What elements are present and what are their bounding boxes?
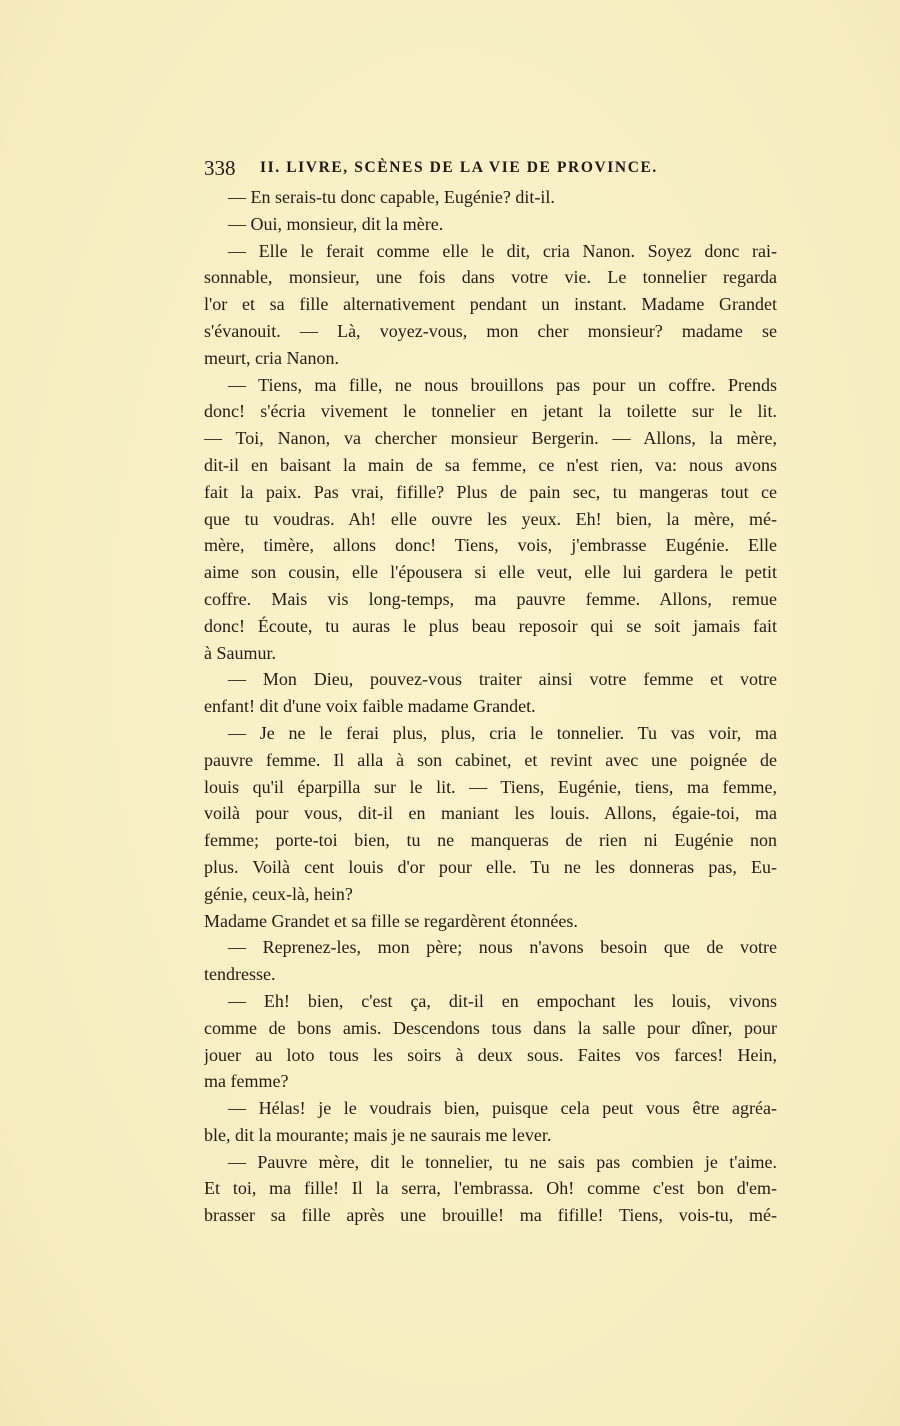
text-line: enfant! dit d'une voix faible madame Grandet. xyxy=(204,696,536,717)
text-line: donc! s'écria vivement le tonnelier en jetant la toilette sur le lit. xyxy=(204,401,777,422)
text-line: Madame Grandet et sa fille se regardèrent étonnées. xyxy=(204,910,578,931)
text-line: ble, dit la mourante; mais je ne saurais me lever. xyxy=(204,1124,552,1145)
text-line: Et toi, ma fille! Il la serra, l'embrassa. Oh! comme c'est bon d'em- xyxy=(204,1178,777,1199)
text-line: — Pauvre mère, dit le tonnelier, tu ne sais pas combien je t'aime. xyxy=(228,1151,777,1172)
text-line: coffre. Mais vis long-temps, ma pauvre femme. Allons, remue xyxy=(204,588,777,609)
text-line: — Hélas! je le voudrais bien, puisque cela peut vous être agréa- xyxy=(228,1098,777,1119)
text-line: — En serais-tu donc capable, Eugénie? dit-il. xyxy=(228,187,555,207)
text-line: fait la paix. Pas vrai, fifille? Plus de pain sec, tu mangeras tout ce xyxy=(204,481,777,502)
text-line: dit-il en baisant la main de sa femme, ce n'est rien, va: nous avons xyxy=(204,454,777,475)
text-line: aime son cousin, elle l'épousera si elle veut, elle lui gardera le petit xyxy=(204,562,777,583)
text-line: femme; porte-toi bien, tu ne manqueras de rien ni Eugénie non xyxy=(204,830,777,851)
running-header xyxy=(204,156,784,182)
text-line: génie, ceux-là, hein? xyxy=(204,883,353,904)
text-line: — Eh! bien, c'est ça, dit-il en empochant les louis, vivons xyxy=(228,990,777,1011)
text-line: que tu voudras. Ah! elle ouvre les yeux. Eh! bien, la mère, mé- xyxy=(204,508,777,529)
text-line: ma femme? xyxy=(204,1071,289,1092)
page-number: 338 xyxy=(204,156,236,180)
text-line: — Reprenez-les, mon père; nous n'avons besoin que de votre xyxy=(228,937,777,958)
text-line: — Mon Dieu, pouvez-vous traiter ainsi votre femme et votre xyxy=(228,669,777,690)
text-line: s'évanouit. — Là, voyez-vous, mon cher monsieur? madame se xyxy=(204,320,777,341)
text-line: comme de bons amis. Descendons tous dans la salle pour dîner, pour xyxy=(204,1017,777,1038)
text-line: — Tiens, ma fille, ne nous brouillons pas pour un coffre. Prends xyxy=(228,374,777,395)
text-line: brasser sa fille après une brouille! ma fifille! Tiens, vois-tu, mé- xyxy=(204,1205,777,1226)
text-line: jouer au loto tous les soirs à deux sous. Faites vos farces! Hein, xyxy=(204,1044,777,1065)
text-line: — Elle le ferait comme elle le dit, cria Nanon. Soyez donc rai- xyxy=(228,240,777,261)
text-line: tendresse. xyxy=(204,964,276,985)
text-line: voilà pour vous, dit-il en maniant les louis. Allons, égaie-toi, ma xyxy=(204,803,777,824)
text-line: meurt, cria Nanon. xyxy=(204,347,339,368)
text-line: plus. Voilà cent louis d'or pour elle. Tu ne les donneras pas, Eu- xyxy=(204,856,777,877)
text-line: à Saumur. xyxy=(204,642,276,663)
text-line: donc! Écoute, tu auras le plus beau reposoir qui se soit jamais fait xyxy=(204,615,777,636)
running-title: II. LIVRE, SCÈNES DE LA VIE DE PROVINCE. xyxy=(260,159,658,176)
page-body-text xyxy=(204,184,777,1229)
text-line: l'or et sa fille alternativement pendant un instant. Madame Grandet xyxy=(204,294,777,315)
text-line: — Je ne le ferai plus, plus, cria le tonnelier. Tu vas voir, ma xyxy=(228,722,777,743)
text-line: — Oui, monsieur, dit la mère. xyxy=(228,213,444,234)
text-line: pauvre femme. Il alla à son cabinet, et revint avec une poignée de xyxy=(204,749,777,770)
text-line: louis qu'il éparpilla sur le lit. — Tiens, Eugénie, tiens, ma femme, xyxy=(204,776,777,797)
text-line: — Toi, Nanon, va chercher monsieur Bergerin. — Allons, la mère, xyxy=(204,428,777,449)
text-line: mère, timère, allons donc! Tiens, vois, j'embrasse Eugénie. Elle xyxy=(204,535,777,556)
text-line: sonnable, monsieur, une fois dans votre vie. Le tonnelier regarda xyxy=(204,267,777,288)
